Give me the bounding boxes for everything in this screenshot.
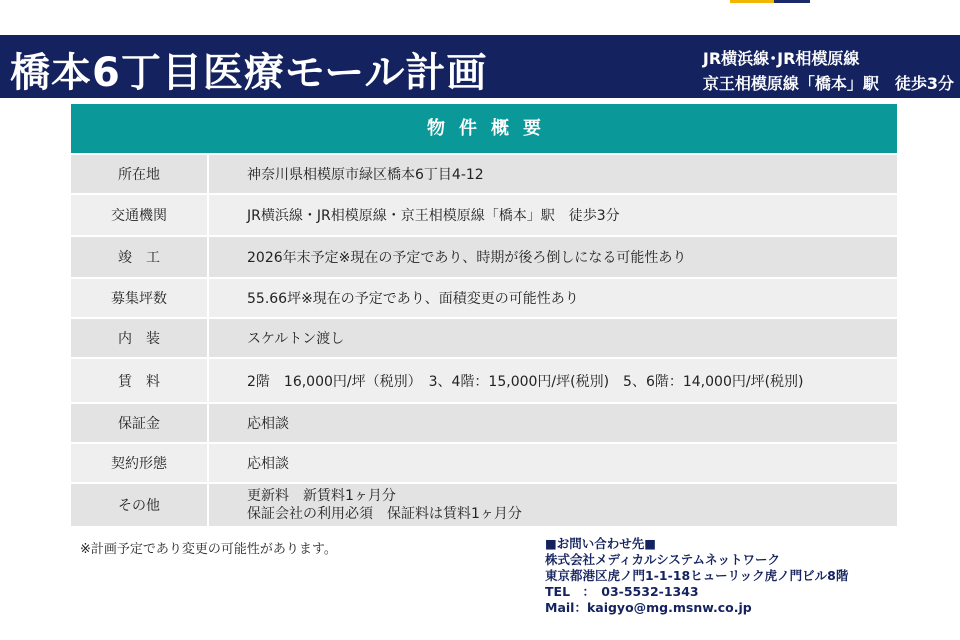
table-row-completion [71,235,897,277]
contact-block [545,536,848,616]
table-heading: 物件概要 [71,104,897,153]
access-line-2: 京王相模原線「橋本」駅 徒歩3分 [702,74,954,93]
row-value-line-2: 保証会社の利用必須 保証料は賃料1ヶ月分 [247,506,522,522]
table-row-floor-area [71,277,897,317]
row-value: 2階 16,000円/坪（税別） 3、4階：15,000円/坪(税別) 5、6階：14,000円/坪(税別) [207,359,897,402]
row-value: 応相談 [207,404,897,442]
row-value: スケルトン渡し [207,319,897,357]
row-label: 契約形態 [111,456,167,472]
row-label: 賃 料 [118,373,160,390]
contact-address: 東京都港区虎ノ門1-1-18ヒューリック虎ノ門ビル8階 [545,568,849,583]
accent-bar-yellow [730,0,774,3]
table-row-transport [71,193,897,235]
table-row-deposit [71,402,897,442]
table-row-contract-type [71,442,897,482]
row-label: 内 装 [118,331,160,347]
row-value-line-1: 更新料 新賃料1ヶ月分 [247,488,396,504]
access-line-1: JR横浜線･JR相模原線 [702,49,860,68]
table-row-location [71,153,897,193]
table-row-other [71,482,897,526]
title-banner [0,35,960,98]
page-title: 橋本6丁目医療モール計画 [10,50,488,96]
row-label: 交通機関 [111,208,167,224]
contact-company: 株式会社メディカルシステムネットワーク [545,552,780,567]
row-value: 応相談 [207,444,897,482]
contact-heading: ■お問い合わせ先■ [545,536,657,551]
row-value: 2026年末予定※現在の予定であり、時期が後ろ倒しになる可能性あり [207,237,897,277]
property-overview-table [71,104,897,526]
contact-tel: TEL ： 03-5532-1343 [545,584,699,599]
table-row-interior [71,317,897,357]
row-value: JR横浜線・JR相模原線・京王相模原線「橋本」駅 徒歩3分 [207,195,897,235]
row-label: 竣 工 [118,250,160,266]
row-value: 神奈川県相模原市緑区橋本6丁目4-12 [207,155,897,193]
access-info [703,46,954,96]
row-label: 保証金 [118,416,160,432]
table-row-rent [71,357,897,402]
disclaimer-note: ※計画予定であり変更の可能性があります。 [80,542,337,557]
row-value: 55.66坪※現在の予定であり、面積変更の可能性あり [207,279,897,317]
contact-mail: Mail：kaigyo@mg.msnw.co.jp [545,600,752,615]
accent-bar-navy [774,0,810,3]
row-label: 募集坪数 [111,291,167,307]
row-label: 所在地 [118,167,160,183]
corner-accent-mark [730,0,810,3]
row-value [207,484,897,526]
row-label: その他 [118,498,160,514]
